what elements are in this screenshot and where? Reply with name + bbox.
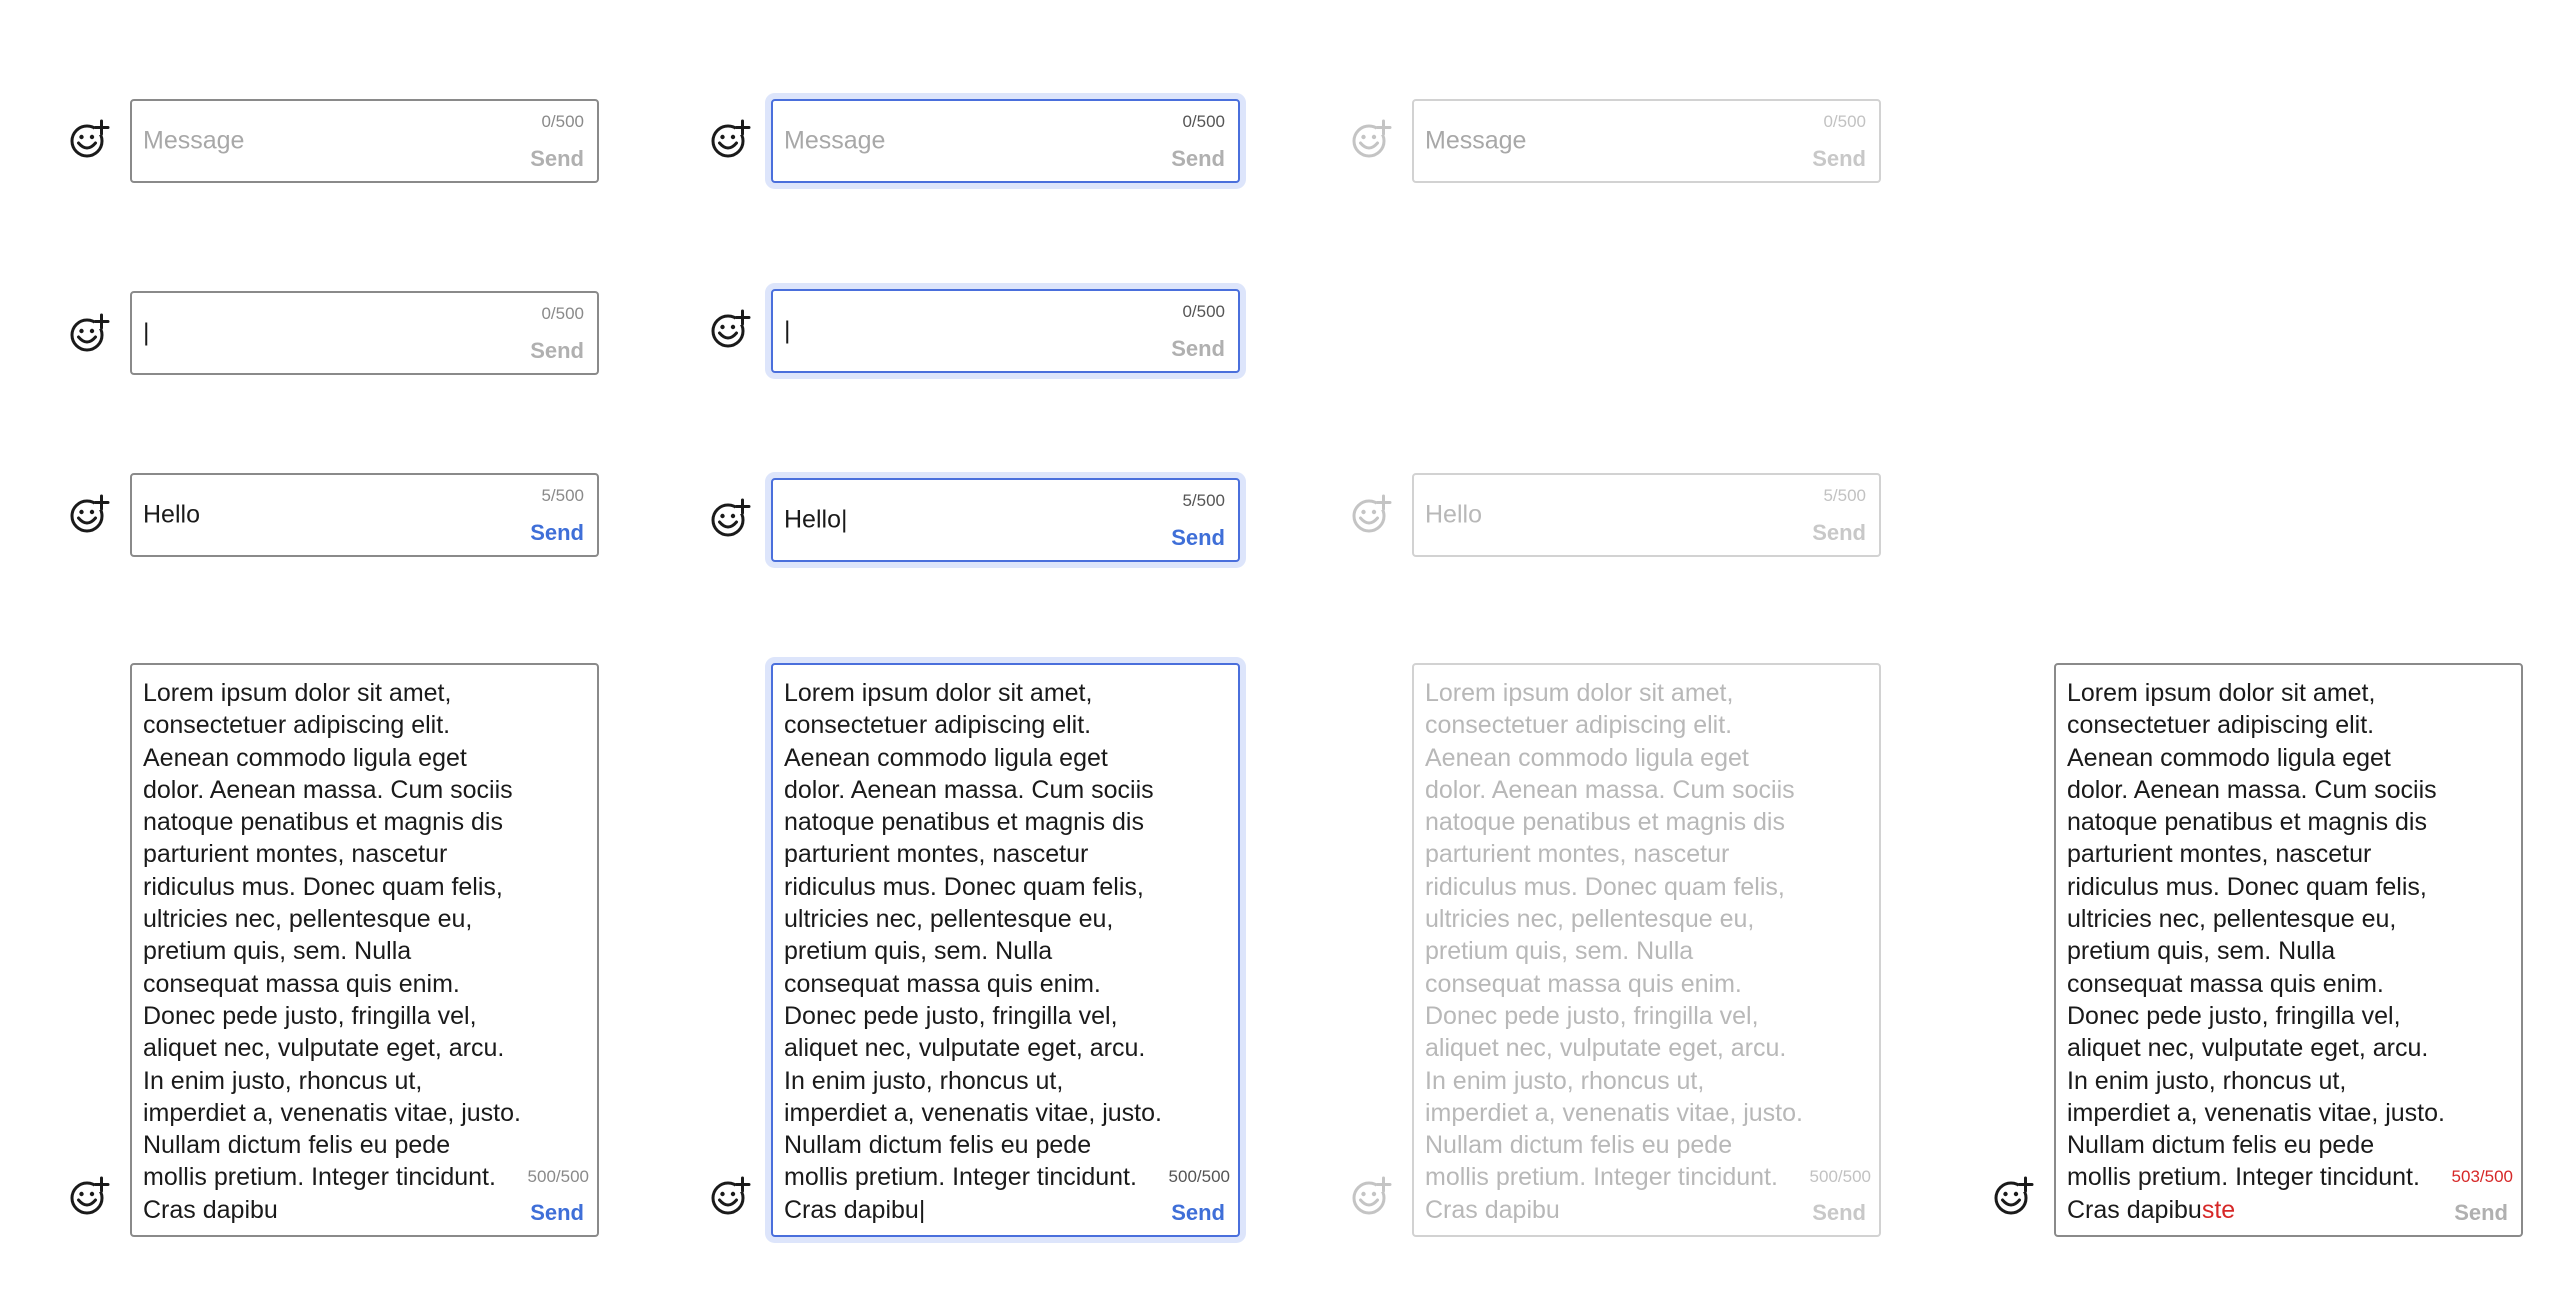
add-emoji-icon[interactable] [710,119,752,161]
message-value: Lorem ipsum dolor sit amet, consectetuer adipiscing elit. Aenean commodo ligula eget dolor. Aenean massa. Cum sociis natoque penatibus et magnis dis parturient montes, nascetur ridiculus mus. Donec quam felis, ultricies nec, pellentesque eu, pretium quis, sem. Nulla consequat massa quis enim. Donec pede justo, fringilla vel, aliquet nec, vulputate eget, arcu. In enim justo, rhoncus ut, imperdiet a, venenatis vitae, justo. Nullam dictum felis eu pede mollis pretium. Integer tincidunt. Cras dapibu| [784,679,1162,1224]
char-counter: 0/500 [541,304,584,323]
send-button[interactable]: Send [530,338,584,363]
send-button: Send [1812,146,1866,171]
add-emoji-icon[interactable] [69,494,111,536]
add-emoji-icon[interactable] [710,1176,752,1218]
add-emoji-icon[interactable] [710,498,752,540]
message-input[interactable] [130,473,599,557]
send-button: Send [1812,520,1866,545]
send-button: Send [1812,1200,1866,1225]
add-emoji-icon [1351,494,1393,536]
char-counter: 0/500 [1182,112,1225,131]
message-input-disabled [1412,99,1881,183]
text-caret: | [784,316,791,345]
message-input-disabled [1412,473,1881,557]
char-counter: 5/500 [1823,486,1866,505]
send-button[interactable]: Send [1171,146,1225,171]
add-emoji-icon[interactable] [69,1176,111,1218]
add-emoji-icon[interactable] [1993,1176,2035,1218]
char-counter: 0/500 [541,112,584,131]
char-counter: 0/500 [1823,112,1866,131]
message-textarea[interactable] [130,663,599,1237]
char-counter: 5/500 [1182,491,1225,510]
send-button[interactable]: Send [1171,525,1225,550]
send-button[interactable]: Send [1171,336,1225,361]
message-value: Lorem ipsum dolor sit amet, consectetuer adipiscing elit. Aenean commodo ligula eget dolor. Aenean massa. Cum sociis natoque penatibus et magnis dis parturient montes, nascetur ridiculus mus. Donec quam felis, ultricies nec, pellentesque eu, pretium quis, sem. Nulla consequat massa quis enim. Donec pede justo, fringilla vel, aliquet nec, vulputate eget, arcu. In enim justo, rhoncus ut, imperdiet a, venenatis vitae, justo. Nullam dictum felis eu pede mollis pretium. Integer tincidunt. Cras dapibu [1425,679,1803,1224]
add-emoji-icon [1351,1176,1393,1218]
message-textarea-disabled [1412,663,1881,1237]
message-textarea-error[interactable] [2054,663,2523,1237]
char-counter: 500/500 [1168,1167,1230,1186]
message-input-focused[interactable] [771,99,1240,183]
char-counter: 5/500 [541,486,584,505]
char-counter: 0/500 [1182,302,1225,321]
char-counter: 500/500 [527,1167,589,1186]
message-value: Hello [143,500,200,529]
message-value: Lorem ipsum dolor sit amet, consectetuer adipiscing elit. Aenean commodo ligula eget dolor. Aenean massa. Cum sociis natoque penatibus et magnis dis parturient montes, nascetur ridiculus mus. Donec quam felis, ultricies nec, pellentesque eu, pretium quis, sem. Nulla consequat massa quis enim. Donec pede justo, fringilla vel, aliquet nec, vulputate eget, arcu. In enim justo, rhoncus ut, imperdiet a, venenatis vitae, justo. Nullam dictum felis eu pede mollis pretium. Integer tincidunt. Cras dapibu [143,679,521,1224]
text-caret: | [143,318,150,347]
message-placeholder: Message [143,126,245,155]
message-input-focused[interactable] [771,478,1240,562]
add-emoji-icon[interactable] [69,313,111,355]
message-value: Hello| [784,505,848,534]
message-input[interactable] [130,291,599,375]
message-value: Lorem ipsum dolor sit amet, consectetuer adipiscing elit. Aenean commodo ligula eget dolor. Aenean massa. Cum sociis natoque penatibus et magnis dis parturient montes, nascetur ridiculus mus. Donec quam felis, ultricies nec, pellentesque eu, pretium quis, sem. Nulla consequat massa quis enim. Donec pede justo, fringilla vel, aliquet nec, vulputate eget, arcu. In enim justo, rhoncus ut, imperdiet a, venenatis vitae, justo. Nullam dictum felis eu pede mollis pretium. Integer tincidunt. Cras dapibuste [2067,679,2445,1224]
add-emoji-icon[interactable] [710,309,752,351]
send-button[interactable]: Send [530,520,584,545]
char-counter: 500/500 [1809,1167,1871,1186]
overflow-text: ste [2201,1195,2236,1224]
message-input[interactable] [130,99,599,183]
message-value: Hello [1425,500,1482,529]
message-placeholder: Message [784,126,886,155]
message-textarea-focused[interactable] [771,663,1240,1237]
send-button[interactable]: Send [530,1200,584,1225]
send-button[interactable]: Send [1171,1200,1225,1225]
char-counter-error: 503/500 [2451,1167,2513,1186]
send-button[interactable]: Send [530,146,584,171]
message-placeholder: Message [1425,126,1527,155]
add-emoji-icon[interactable] [69,119,111,161]
message-input-focused[interactable] [771,289,1240,373]
send-button: Send [2454,1200,2508,1225]
add-emoji-icon [1351,119,1393,161]
